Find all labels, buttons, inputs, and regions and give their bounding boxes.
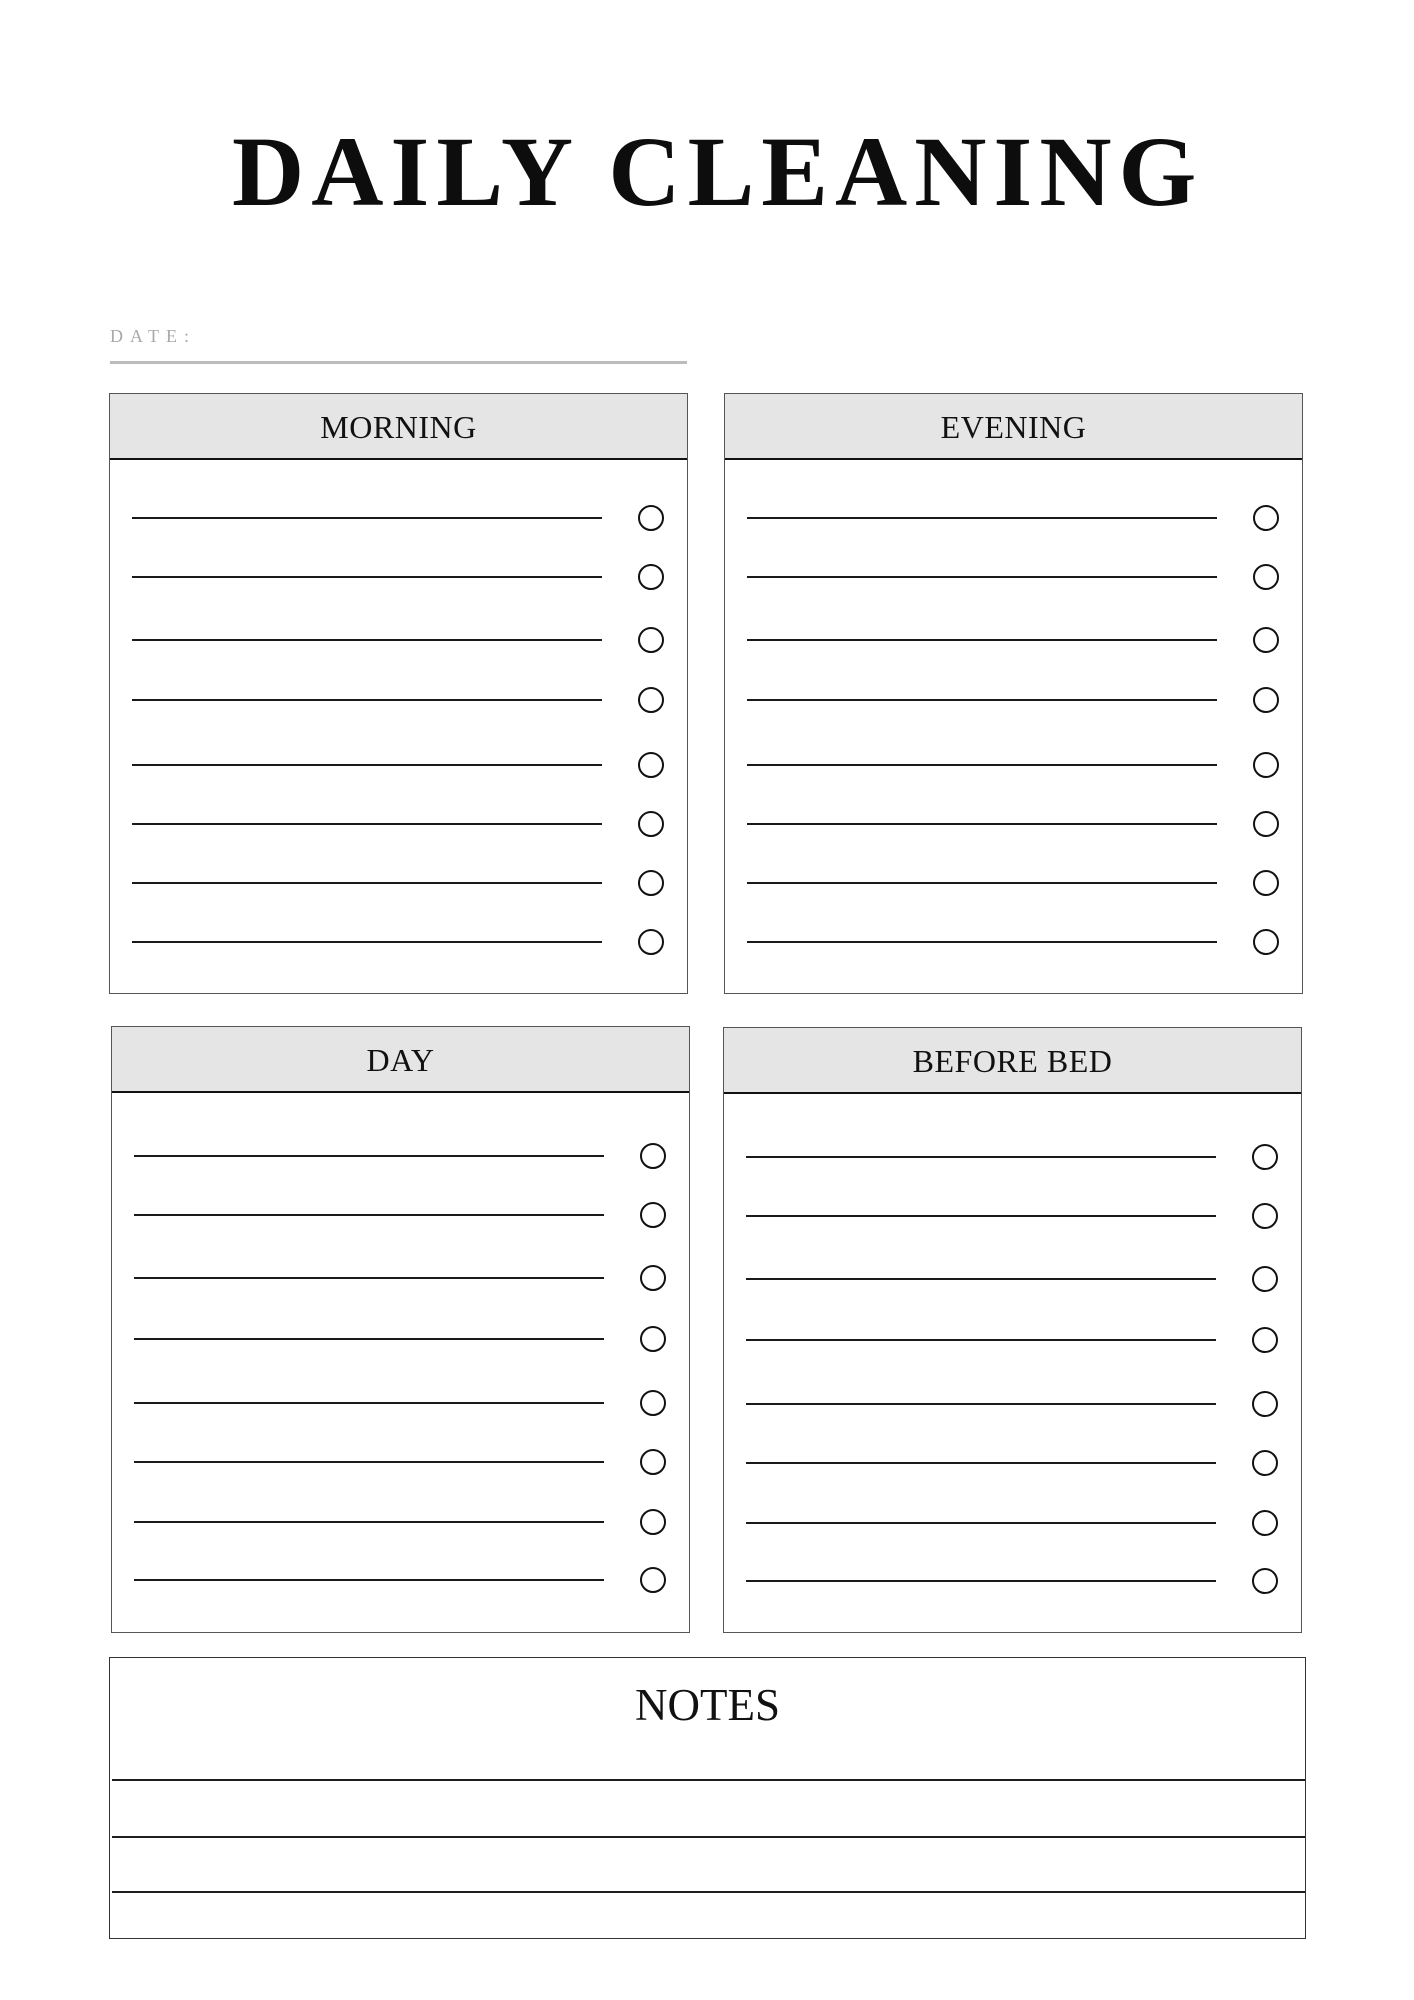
- task-row: [724, 1391, 1301, 1417]
- task-line-field[interactable]: [747, 576, 1217, 578]
- task-line-field[interactable]: [132, 699, 602, 701]
- notes-line[interactable]: [112, 1836, 1305, 1838]
- checkbox-circle-icon[interactable]: [640, 1326, 666, 1352]
- section-day: [111, 1026, 690, 1633]
- checkbox-circle-icon[interactable]: [638, 811, 664, 837]
- task-line-field[interactable]: [746, 1156, 1216, 1158]
- checkbox-circle-icon[interactable]: [640, 1202, 666, 1228]
- task-line-field[interactable]: [132, 576, 602, 578]
- checkbox-circle-icon[interactable]: [1252, 1510, 1278, 1536]
- task-row: [725, 752, 1302, 778]
- checkbox-circle-icon[interactable]: [1252, 1391, 1278, 1417]
- task-row: [724, 1203, 1301, 1229]
- task-line-field[interactable]: [132, 764, 602, 766]
- task-row: [112, 1567, 689, 1593]
- task-row: [110, 627, 687, 653]
- checkbox-circle-icon[interactable]: [640, 1265, 666, 1291]
- checkbox-circle-icon[interactable]: [638, 627, 664, 653]
- task-line-field[interactable]: [134, 1338, 604, 1340]
- checkbox-circle-icon[interactable]: [1252, 1568, 1278, 1594]
- task-row: [110, 811, 687, 837]
- notes-line[interactable]: [112, 1779, 1305, 1781]
- task-row: [112, 1390, 689, 1416]
- section-title: DAY: [366, 1041, 435, 1078]
- checkbox-circle-icon[interactable]: [1252, 1327, 1278, 1353]
- checkbox-circle-icon[interactable]: [1252, 1144, 1278, 1170]
- task-line-field[interactable]: [134, 1214, 604, 1216]
- task-row: [724, 1510, 1301, 1536]
- task-line-field[interactable]: [747, 823, 1217, 825]
- section-title: EVENING: [940, 408, 1087, 445]
- checkbox-circle-icon[interactable]: [1253, 627, 1279, 653]
- checkbox-circle-icon[interactable]: [638, 687, 664, 713]
- task-row: [112, 1265, 689, 1291]
- task-line-field[interactable]: [746, 1339, 1216, 1341]
- date-field[interactable]: [110, 361, 687, 364]
- checkbox-circle-icon[interactable]: [1253, 929, 1279, 955]
- task-line-field[interactable]: [746, 1462, 1216, 1464]
- task-line-field[interactable]: [134, 1155, 604, 1157]
- task-row: [110, 687, 687, 713]
- task-line-field[interactable]: [747, 764, 1217, 766]
- section-evening: [724, 393, 1303, 994]
- checkbox-circle-icon[interactable]: [638, 870, 664, 896]
- task-row: [725, 627, 1302, 653]
- task-row: [725, 687, 1302, 713]
- task-line-field[interactable]: [134, 1461, 604, 1463]
- checkbox-circle-icon[interactable]: [638, 505, 664, 531]
- section-morning: [109, 393, 688, 994]
- notes-title: NOTES: [635, 1680, 780, 1730]
- checkbox-circle-icon[interactable]: [638, 752, 664, 778]
- task-row: [724, 1450, 1301, 1476]
- task-row: [724, 1568, 1301, 1594]
- task-row: [724, 1327, 1301, 1353]
- task-line-field[interactable]: [132, 517, 602, 519]
- checkbox-circle-icon[interactable]: [640, 1567, 666, 1593]
- task-row: [110, 505, 687, 531]
- notes-box: [109, 1657, 1306, 1939]
- checkbox-circle-icon[interactable]: [1253, 505, 1279, 531]
- task-row: [112, 1509, 689, 1535]
- task-line-field[interactable]: [747, 699, 1217, 701]
- task-line-field[interactable]: [746, 1215, 1216, 1217]
- task-row: [110, 752, 687, 778]
- checkbox-circle-icon[interactable]: [640, 1509, 666, 1535]
- task-row: [724, 1266, 1301, 1292]
- section-title: BEFORE BED: [912, 1042, 1113, 1079]
- checkbox-circle-icon[interactable]: [1253, 564, 1279, 590]
- checkbox-circle-icon[interactable]: [640, 1390, 666, 1416]
- task-line-field[interactable]: [747, 941, 1217, 943]
- task-line-field[interactable]: [746, 1278, 1216, 1280]
- task-row: [725, 811, 1302, 837]
- task-row: [110, 870, 687, 896]
- task-row: [110, 929, 687, 955]
- task-line-field[interactable]: [134, 1402, 604, 1404]
- task-row: [112, 1326, 689, 1352]
- task-line-field[interactable]: [747, 517, 1217, 519]
- checkbox-circle-icon[interactable]: [1253, 870, 1279, 896]
- checkbox-circle-icon[interactable]: [640, 1143, 666, 1169]
- section-header: [724, 1028, 1301, 1094]
- task-row: [725, 929, 1302, 955]
- checkbox-circle-icon[interactable]: [1252, 1266, 1278, 1292]
- checkbox-circle-icon[interactable]: [640, 1449, 666, 1475]
- section-before-bed: [723, 1027, 1302, 1633]
- checkbox-circle-icon[interactable]: [1253, 687, 1279, 713]
- task-row: [112, 1143, 689, 1169]
- task-line-field[interactable]: [132, 639, 602, 641]
- checkbox-circle-icon[interactable]: [1252, 1203, 1278, 1229]
- task-line-field[interactable]: [132, 823, 602, 825]
- notes-line[interactable]: [112, 1891, 1305, 1893]
- section-header: [110, 394, 687, 460]
- task-row: [112, 1449, 689, 1475]
- task-line-field[interactable]: [132, 882, 602, 884]
- task-line-field[interactable]: [746, 1522, 1216, 1524]
- task-line-field[interactable]: [747, 639, 1217, 641]
- task-line-field[interactable]: [746, 1580, 1216, 1582]
- checkbox-circle-icon[interactable]: [638, 564, 664, 590]
- checkbox-circle-icon[interactable]: [1252, 1450, 1278, 1476]
- task-line-field[interactable]: [134, 1579, 604, 1581]
- checkbox-circle-icon[interactable]: [1253, 811, 1279, 837]
- task-row: [110, 564, 687, 590]
- page-title: DAILY CLEANING: [232, 116, 1204, 227]
- task-row: [112, 1202, 689, 1228]
- task-row: [725, 564, 1302, 590]
- task-row: [724, 1144, 1301, 1170]
- section-header: [725, 394, 1302, 460]
- task-row: [725, 505, 1302, 531]
- task-line-field[interactable]: [132, 941, 602, 943]
- checkbox-circle-icon[interactable]: [1253, 752, 1279, 778]
- task-row: [725, 870, 1302, 896]
- section-title: MORNING: [320, 408, 477, 445]
- task-line-field[interactable]: [747, 882, 1217, 884]
- section-header: [112, 1027, 689, 1093]
- task-line-field[interactable]: [134, 1521, 604, 1523]
- checkbox-circle-icon[interactable]: [638, 929, 664, 955]
- task-line-field[interactable]: [746, 1403, 1216, 1405]
- task-line-field[interactable]: [134, 1277, 604, 1279]
- date-label: DATE:: [110, 326, 196, 346]
